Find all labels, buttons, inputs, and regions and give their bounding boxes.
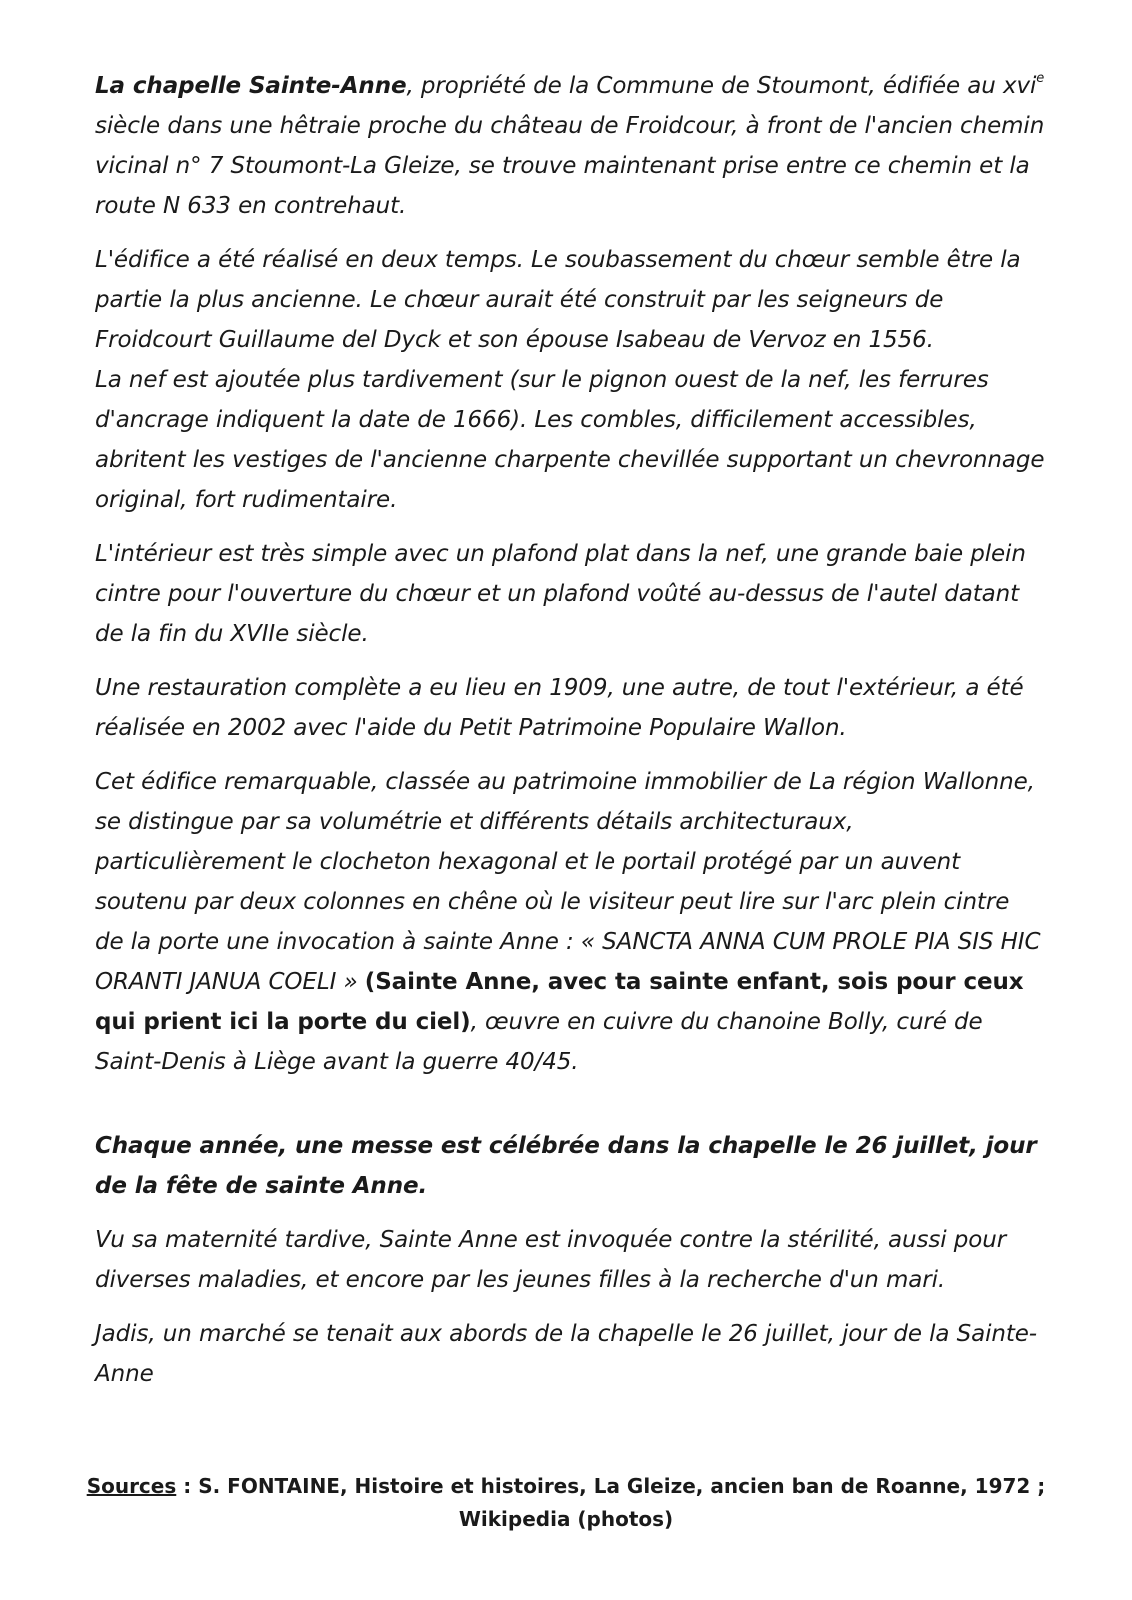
paragraph-intro [95,66,1045,226]
paragraph-restoration: Une restauration complète a eu lieu en 1909, une autre, de tout l'extérieur, a été réalisée en 2002 avec l'aide du Petit Patrimoine Populaire Wallon. [95,675,1024,741]
paragraph-interior: L'intérieur est très simple avec un plafond plat dans la nef, une grande baie plein cintre pour l'ouverture du chœur et un plafond voûté au-dessus de l'autel datant de la fin du XVIIe siècle. [95,541,1026,647]
intro-text-a: , propriété de la Commune de Stoumont, édifiée au xvi [406,73,1037,99]
sources-footer [0,1470,1132,1536]
century-superscript: e [1036,71,1045,87]
paragraph-market: Jadis, un marché se tenait aux abords de la chapelle le 26 juillet, jour de la Sainte-Anne [95,1321,1038,1387]
intro-text-b: siècle dans une hêtraie proche du château de Froidcour, à front de l'ancien chemin vicinal n° 7 Stoumont-La Gleize, se trouve maintenant prise entre ce chemin et la route N 633 en contrehaut. [95,113,1045,219]
sources-line-2: Wikipedia (photos) [458,1507,674,1531]
paren-open: ( [364,969,376,995]
heritage-text-b: , œuvre en cuivre du chanoine Bolly, curé de Saint-Denis à Liège avant la guerre 40/45. [95,1009,983,1075]
paragraph-mass: Chaque année, une messe est célébrée dans la chapelle le 26 juillet, jour de la fête de sainte Anne. [95,1133,1037,1199]
paragraph-invocation: Vu sa maternité tardive, Sainte Anne est invoquée contre la stérilité, aussi pour diverses maladies, et encore par les jeunes filles à la recherche d'un mari. [95,1227,1007,1293]
invocation-translation: Sainte Anne, avec ta sainte enfant, sois pour ceux qui prient ici la porte du ciel [95,969,1024,1035]
document-body [95,66,1045,1408]
heritage-text-a: Cet édifice remarquable, classée au patrimoine immobilier de La région Wallonne, se distingue par sa volumétrie et différents détails architecturaux, particulièrement le clocheton hexagonal et le portail protégé par un auvent soutenu par deux colonnes en chêne où le visiteur peut lire sur l'arc plein cintre de la porte une invocation à sainte Anne : « SANCTA ANNA CUM PROLE PIA SIS HIC ORANTI JANUA COELI » [95,769,1041,995]
sources-label: Sources [86,1474,177,1498]
sources-line-1: : S. FONTAINE, Histoire et histoires, La Gleize, ancien ban de Roanne, 1972 ; [176,1474,1046,1498]
paragraph-construction [95,240,1045,520]
paragraph-heritage [95,762,1045,1082]
paren-close: ) [460,1009,471,1035]
chapel-title: La chapelle Sainte-Anne [95,73,407,99]
construction-line-2: La nef est ajoutée plus tardivement (sur le pignon ouest de la nef, les ferrures d'ancrage indiquent la date de 1666). Les combles, difficilement accessibles, abritent les vestiges de l'ancienne charpente chevillée supportant un chevronnage original, fort rudimentaire. [95,367,1045,513]
construction-line-1: L'édifice a été réalisé en deux temps. Le soubassement du chœur semble être la partie la plus ancienne. Le chœur aurait été construit par les seigneurs de Froidcourt Guillaume del Dyck et son épouse Isabeau de Vervoz en 1556. [95,247,1021,353]
